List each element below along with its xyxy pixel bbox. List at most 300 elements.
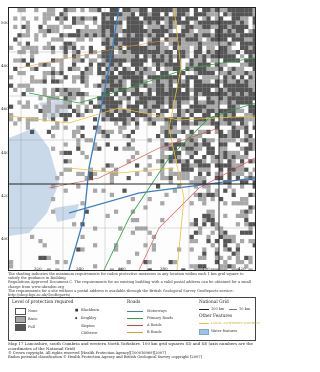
full-protection-cell [38,256,42,260]
full-protection-cell [181,54,185,58]
full-protection-cell [232,37,236,41]
full-protection-cell [164,37,168,41]
full-protection-cell [181,8,185,12]
full-protection-cell [169,16,173,20]
full-protection-cell [22,92,26,96]
full-protection-cell [248,63,252,67]
full-protection-cell [80,58,84,62]
full-protection-cell [72,109,76,113]
full-protection-cell [169,63,173,67]
basic-protection-cell [51,113,55,117]
full-protection-cell [110,33,114,37]
full-protection-cell [223,79,227,83]
basic-protection-cell [114,79,118,83]
full-protection-cell [244,210,248,214]
full-protection-cell [219,197,223,201]
full-protection-cell [219,96,223,100]
full-protection-cell [240,37,244,41]
full-protection-cell [219,134,223,138]
basic-protection-cell [110,163,114,167]
basic-protection-cell [160,172,164,176]
basic-protection-cell [215,88,219,92]
basic-protection-cell [118,16,122,20]
full-protection-cell [206,16,210,20]
basic-protection-cell [248,239,252,243]
basic-protection-cell [236,67,240,71]
basic-protection-cell [89,16,93,20]
full-protection-cell [64,159,68,163]
full-protection-cell [110,79,114,83]
basic-protection-cell [240,16,244,20]
grid-swatch-100km [199,309,209,310]
full-protection-cell [240,92,244,96]
basic-protection-cell [43,29,47,33]
basic-protection-cell [93,243,97,247]
full-protection-cell [236,25,240,29]
full-protection-cell [114,147,118,151]
full-protection-cell [122,92,126,96]
full-protection-cell [227,8,231,12]
basic-protection-cell [164,21,168,25]
full-protection-cell [76,247,80,251]
basic-protection-cell [181,126,185,130]
full-protection-cell [236,247,240,251]
full-protection-cell [131,63,135,67]
basic-protection-cell [211,46,215,50]
full-protection-cell [47,29,51,33]
full-protection-cell [232,54,236,58]
basic-protection-cell [106,16,110,20]
basic-protection-cell [211,243,215,247]
full-protection-cell [202,25,206,29]
full-protection-cell [240,117,244,121]
full-protection-cell [127,33,131,37]
full-protection-cell [253,46,255,50]
basic-protection-cell [64,12,68,16]
full-protection-cell [106,21,110,25]
basic-protection-cell [93,21,97,25]
map-footer [8,341,255,360]
basic-protection-cell [43,16,47,20]
basic-protection-cell [68,159,72,163]
basic-protection-cell [80,29,84,33]
basic-protection-cell [47,42,51,46]
basic-protection-cell [114,63,118,67]
full-protection-cell [223,163,227,167]
full-protection-cell [110,96,114,100]
full-protection-cell [223,155,227,159]
full-protection-cell [30,58,34,62]
full-protection-cell [227,71,231,75]
basic-protection-cell [51,29,55,33]
full-protection-cell [97,84,101,88]
full-protection-cell [152,75,156,79]
full-protection-cell [206,8,210,12]
full-protection-cell [190,63,194,67]
full-protection-cell [227,42,231,46]
full-protection-cell [173,67,177,71]
legend-other-title: Other Features [199,314,233,319]
full-protection-cell [215,239,219,243]
full-protection-cell [80,75,84,79]
basic-protection-cell [156,117,160,121]
basic-protection-cell [227,134,231,138]
basic-protection-cell [215,12,219,16]
full-protection-cell [139,79,143,83]
full-protection-cell [131,117,135,121]
full-protection-cell [202,88,206,92]
full-protection-cell [156,8,160,12]
full-protection-cell [190,25,194,29]
basic-protection-cell [148,172,152,176]
basic-protection-cell [164,54,168,58]
full-protection-cell [211,54,215,58]
basic-protection-cell [240,210,244,214]
full-protection-cell [219,25,223,29]
full-protection-cell [202,92,206,96]
full-protection-cell [194,37,198,41]
legend-other-label: LOCAL AUTHORITY DISTRICT [211,321,260,325]
full-protection-cell [248,142,252,146]
basic-protection-cell [93,264,97,268]
full-protection-cell [169,54,173,58]
full-protection-cell [135,29,139,33]
full-protection-cell [240,21,244,25]
basic-protection-cell [85,16,89,20]
basic-protection-cell [236,155,240,159]
full-protection-cell [164,12,168,16]
basic-protection-cell [55,260,59,264]
basic-protection-cell [240,54,244,58]
basic-protection-cell [181,176,185,180]
basic-protection-cell [64,142,68,146]
basic-protection-cell [64,189,68,193]
full-protection-cell [181,121,185,125]
full-protection-cell [219,109,223,113]
full-protection-cell [227,264,231,268]
full-protection-cell [227,163,231,167]
full-protection-cell [160,71,164,75]
full-protection-cell [135,100,139,104]
basic-protection-cell [30,67,34,71]
full-protection-cell [248,134,252,138]
full-protection-cell [223,37,227,41]
full-protection-cell [244,84,248,88]
basic-protection-cell [164,79,168,83]
basic-protection-cell [232,163,236,167]
full-protection-cell [177,113,181,117]
basic-protection-cell [198,92,202,96]
basic-protection-cell [122,12,126,16]
full-protection-cell [72,54,76,58]
legend-grid-label: 10 km [239,307,251,311]
basic-protection-cell [236,172,240,176]
basic-protection-cell [80,247,84,251]
grid-label-bottom: 420 [238,266,246,271]
basic-protection-cell [219,231,223,235]
basic-protection-cell [47,256,51,260]
basic-protection-cell [198,25,202,29]
basic-protection-cell [227,46,231,50]
full-protection-cell [156,84,160,88]
full-protection-cell [80,79,84,83]
full-protection-cell [135,21,139,25]
basic-protection-cell [118,54,122,58]
basic-protection-cell [47,71,51,75]
full-protection-cell [206,71,210,75]
basic-protection-cell [97,54,101,58]
basic-protection-cell [202,121,206,125]
basic-protection-cell [194,138,198,142]
basic-protection-cell [202,75,206,79]
basic-protection-cell [26,29,30,33]
basic-protection-cell [240,126,244,130]
full-protection-cell [148,109,152,113]
full-protection-cell [156,16,160,20]
full-protection-cell [236,117,240,121]
full-protection-cell [211,21,215,25]
full-protection-cell [232,12,236,16]
basic-protection-cell [236,260,240,264]
basic-protection-cell [190,42,194,46]
basic-protection-cell [206,79,210,83]
basic-protection-cell [227,151,231,155]
full-protection-cell [202,113,206,117]
basic-protection-cell [202,159,206,163]
full-protection-cell [240,100,244,104]
legend-roads-title: Roads [127,300,141,305]
basic-protection-cell [244,121,248,125]
basic-protection-cell [72,58,76,62]
basic-protection-cell [93,8,97,12]
basic-protection-cell [206,105,210,109]
basic-protection-cell [156,54,160,58]
full-protection-cell [127,29,131,33]
basic-protection-cell [127,12,131,16]
full-protection-cell [122,117,126,121]
basic-protection-cell [127,54,131,58]
full-protection-cell [227,100,231,104]
basic-protection-cell [215,193,219,197]
full-protection-cell [240,88,244,92]
full-protection-cell [139,63,143,67]
full-protection-cell [135,37,139,41]
full-protection-cell [244,33,248,37]
full-protection-cell [72,46,76,50]
full-protection-cell [232,84,236,88]
basic-protection-cell [236,151,240,155]
full-protection-cell [110,84,114,88]
basic-protection-cell [206,29,210,33]
basic-protection-cell [181,42,185,46]
basic-protection-cell [9,260,13,264]
full-protection-cell [76,29,80,33]
full-protection-cell [223,151,227,155]
basic-protection-cell [30,235,34,239]
full-protection-cell [122,113,126,117]
full-protection-cell [177,151,181,155]
basic-protection-cell [227,92,231,96]
full-protection-cell [236,84,240,88]
basic-protection-cell [122,134,126,138]
basic-protection-cell [55,29,59,33]
basic-protection-cell [118,29,122,33]
basic-protection-cell [240,201,244,205]
basic-protection-cell [240,197,244,201]
basic-protection-cell [9,75,13,79]
full-protection-cell [181,33,185,37]
full-protection-cell [68,105,72,109]
basic-protection-cell [253,239,255,243]
full-protection-cell [206,33,210,37]
basic-protection-cell [248,46,252,50]
full-protection-cell [135,46,139,50]
basic-protection-cell [43,113,47,117]
full-protection-cell [152,8,156,12]
full-protection-cell [253,96,255,100]
full-protection-cell [122,71,126,75]
full-protection-cell [139,12,143,16]
full-protection-cell [206,25,210,29]
full-protection-cell [253,16,255,20]
full-protection-cell [156,58,160,62]
basic-protection-cell [47,63,51,67]
full-protection-cell [211,84,215,88]
basic-protection-cell [135,71,139,75]
full-protection-cell [110,100,114,104]
basic-protection-cell [169,42,173,46]
basic-protection-cell [148,105,152,109]
full-protection-cell [169,25,173,29]
footer-line: Radon potential classification © Health Protection Agency and British Geological Survey copyright [2007] [8,355,202,360]
basic-protection-cell [211,231,215,235]
full-protection-cell [122,75,126,79]
full-protection-cell [135,16,139,20]
basic-protection-cell [127,58,131,62]
basic-protection-cell [219,42,223,46]
full-protection-cell [135,79,139,83]
full-protection-cell [131,71,135,75]
full-protection-cell [215,163,219,167]
basic-protection-cell [198,197,202,201]
basic-protection-cell [223,88,227,92]
full-protection-cell [232,88,236,92]
full-protection-cell [215,92,219,96]
basic-protection-cell [211,75,215,79]
basic-protection-cell [215,105,219,109]
basic-protection-cell [30,46,34,50]
basic-protection-cell [97,33,101,37]
full-protection-cell [148,33,152,37]
full-protection-cell [244,71,248,75]
full-protection-cell [139,113,143,117]
basic-protection-cell [190,222,194,226]
full-protection-cell [253,222,255,226]
full-protection-cell [89,46,93,50]
basic-protection-cell [9,117,13,121]
basic-protection-cell [181,25,185,29]
full-protection-cell [232,8,236,12]
basic-protection-cell [232,100,236,104]
full-protection-cell [127,96,131,100]
full-protection-cell [110,71,114,75]
basic-protection-cell [80,37,84,41]
full-protection-cell [206,147,210,151]
basic-protection-cell [110,130,114,134]
full-protection-cell [206,239,210,243]
full-protection-cell [248,193,252,197]
full-protection-cell [223,134,227,138]
full-protection-cell [232,16,236,20]
full-protection-cell [26,42,30,46]
full-protection-cell [227,88,231,92]
full-protection-cell [131,42,135,46]
full-protection-cell [240,12,244,16]
basic-protection-cell [202,16,206,20]
basic-protection-cell [85,25,89,29]
full-protection-cell [219,37,223,41]
basic-protection-cell [22,71,26,75]
full-protection-cell [110,16,114,20]
full-protection-cell [169,79,173,83]
basic-protection-cell [118,96,122,100]
basic-protection-cell [244,63,248,67]
basic-protection-cell [160,151,164,155]
caption-line: The shading indicates the maximum requirements for radon protective measures in any location within each 1 km grid square to satisfy the guidance in Building [8,272,244,281]
full-protection-cell [131,105,135,109]
basic-protection-cell [76,37,80,41]
basic-protection-cell [106,117,110,121]
full-protection-cell [223,231,227,235]
swatch-full [15,324,26,331]
basic-protection-cell [34,33,38,37]
full-protection-cell [248,42,252,46]
full-protection-cell [198,67,202,71]
basic-protection-cell [198,226,202,230]
full-protection-cell [76,147,80,151]
full-protection-cell [190,235,194,239]
basic-protection-cell [38,79,42,83]
basic-protection-cell [26,100,30,104]
basic-protection-cell [227,184,231,188]
basic-protection-cell [51,8,55,12]
basic-protection-cell [106,33,110,37]
full-protection-cell [211,121,215,125]
full-protection-cell [202,222,206,226]
basic-protection-cell [47,105,51,109]
basic-protection-cell [135,218,139,222]
basic-protection-cell [173,126,177,130]
full-protection-cell [206,21,210,25]
basic-protection-cell [253,88,255,92]
full-protection-cell [164,71,168,75]
full-protection-cell [93,33,97,37]
basic-protection-cell [89,37,93,41]
full-protection-cell [194,218,198,222]
basic-protection-cell [26,88,30,92]
grid-label-bottom: 340 [76,266,84,271]
full-protection-cell [202,252,206,256]
basic-protection-cell [215,109,219,113]
full-protection-cell [181,268,185,270]
basic-protection-cell [55,37,59,41]
full-protection-cell [227,96,231,100]
full-protection-cell [236,16,240,20]
basic-protection-cell [43,21,47,25]
basic-protection-cell [211,25,215,29]
full-protection-cell [253,243,255,247]
full-protection-cell [64,88,68,92]
